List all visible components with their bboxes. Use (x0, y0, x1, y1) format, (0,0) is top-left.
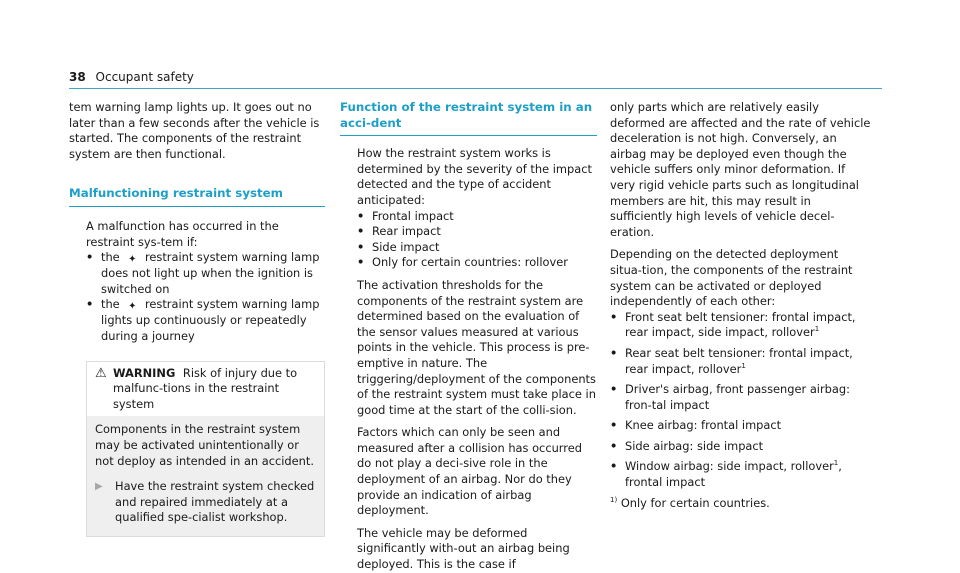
column-1 (69, 100, 325, 537)
footnote-mark: 1) (610, 495, 618, 504)
list-item: • the ✦ restraint system warning lamp does not light up when the ignition is switched on (86, 250, 325, 297)
warning-triangle-icon: ⚠ (95, 365, 107, 381)
list-item: • Rear impact (357, 224, 597, 240)
footnote: $^{1)}$ Only for certain countries. (610, 495, 770, 510)
list-item: • Rear seat belt tensioner: frontal impact, rear impact, rollover$^1$ (610, 346, 872, 377)
malfunction-heading: Malfunctioning restraint system (69, 186, 283, 201)
paragraph: The activation thresholds for the components of the restraint system are determined based on the evaluation of the sensor values measured at various points in the vehicle. This process is pre-emptive in nature. The triggering/deployment of the components of the restraint system must take place in good time at the start of the colli-sion. (357, 277, 596, 417)
warning-text: Components in the restraint system may be activated unintentionally or not deploy as intended in an accident. (95, 422, 314, 468)
paragraph: Depending on the detected deployment situa-tion, the components of the restraint system can be activated or deployed independently of each other: (610, 247, 853, 309)
paragraph: Factors which can only be seen and measured after a collision has occurred do not play a deci-sive role in the deployment of an airbag. Nor do they provide an indication of airbag deployment. (357, 425, 582, 518)
malfunction-list (69, 250, 325, 344)
function-intro: How the restraint system works is determined by the severity of the impact detected and the type of accident anticipated: (357, 146, 592, 207)
warning-header (87, 362, 324, 417)
seat-airbag-icon: ✦ (128, 301, 137, 313)
header-divider (69, 88, 882, 89)
list-item: • Side impact (357, 240, 597, 256)
seat-airbag-icon: ✦ (128, 254, 137, 266)
malfunction-intro: A malfunction has occurred in the restraint sys-tem if: (86, 218, 279, 249)
function-heading: Function of the restraint system in an acci-dent (340, 100, 593, 130)
list-item: • Window airbag: side impact, rollover$^1$, frontal impact (610, 459, 872, 490)
list-item: • the ✦ restraint system warning lamp lights up continuously or repeatedly during a journey (86, 297, 325, 344)
list-item: • Side airbag: side impact (610, 439, 872, 455)
warning-label: WARNING (113, 365, 176, 380)
warning-action (95, 479, 316, 526)
warning-title: Risk of injury due to malfunc-tions in the restraint system (113, 365, 298, 411)
section-title: Occupant safety (95, 70, 194, 84)
column-3 (610, 100, 872, 511)
list-item: • Frontal impact (357, 209, 597, 225)
paragraph: The vehicle may be deformed significantly with-out an airbag being deployed. This is the case if (357, 525, 570, 572)
paragraph: only parts which are relatively easily deformed are affected and the rate of vehicle deceleration is not high. Conversely, an airbag may be deployed even though the vehicle suffers only minor deformation. If very rigid vehicle parts such as longitudinal members are hit, this may result in sufficiently high levels of vehicle decel-eration. (610, 100, 871, 239)
page-header (69, 70, 194, 86)
list-item: • Front seat belt tensioner: frontal impact, rear impact, side impact, rollover$^1$ (610, 310, 872, 341)
deployment-list (610, 310, 872, 491)
page-number: 38 (69, 70, 86, 84)
warning-action-text: Have the restraint system checked and repaired immediately at a qualified spe-cialist workshop. (115, 479, 315, 525)
list-item: • Knee airbag: frontal impact (610, 418, 872, 434)
impact-list (340, 209, 597, 271)
list-item: • Driver's airbag, front passenger airbag: fron-tal impact (610, 382, 872, 413)
warning-box (86, 361, 325, 537)
list-item: • Only for certain countries: rollover (357, 255, 597, 271)
triangle-arrow-icon: ▶ (95, 481, 103, 493)
warning-body (87, 416, 324, 536)
intro-paragraph: tem warning lamp lights up. It goes out no later than a few seconds after the vehicle is started. The components of the restraint system are then functional. (69, 100, 320, 161)
column-2 (340, 100, 597, 573)
